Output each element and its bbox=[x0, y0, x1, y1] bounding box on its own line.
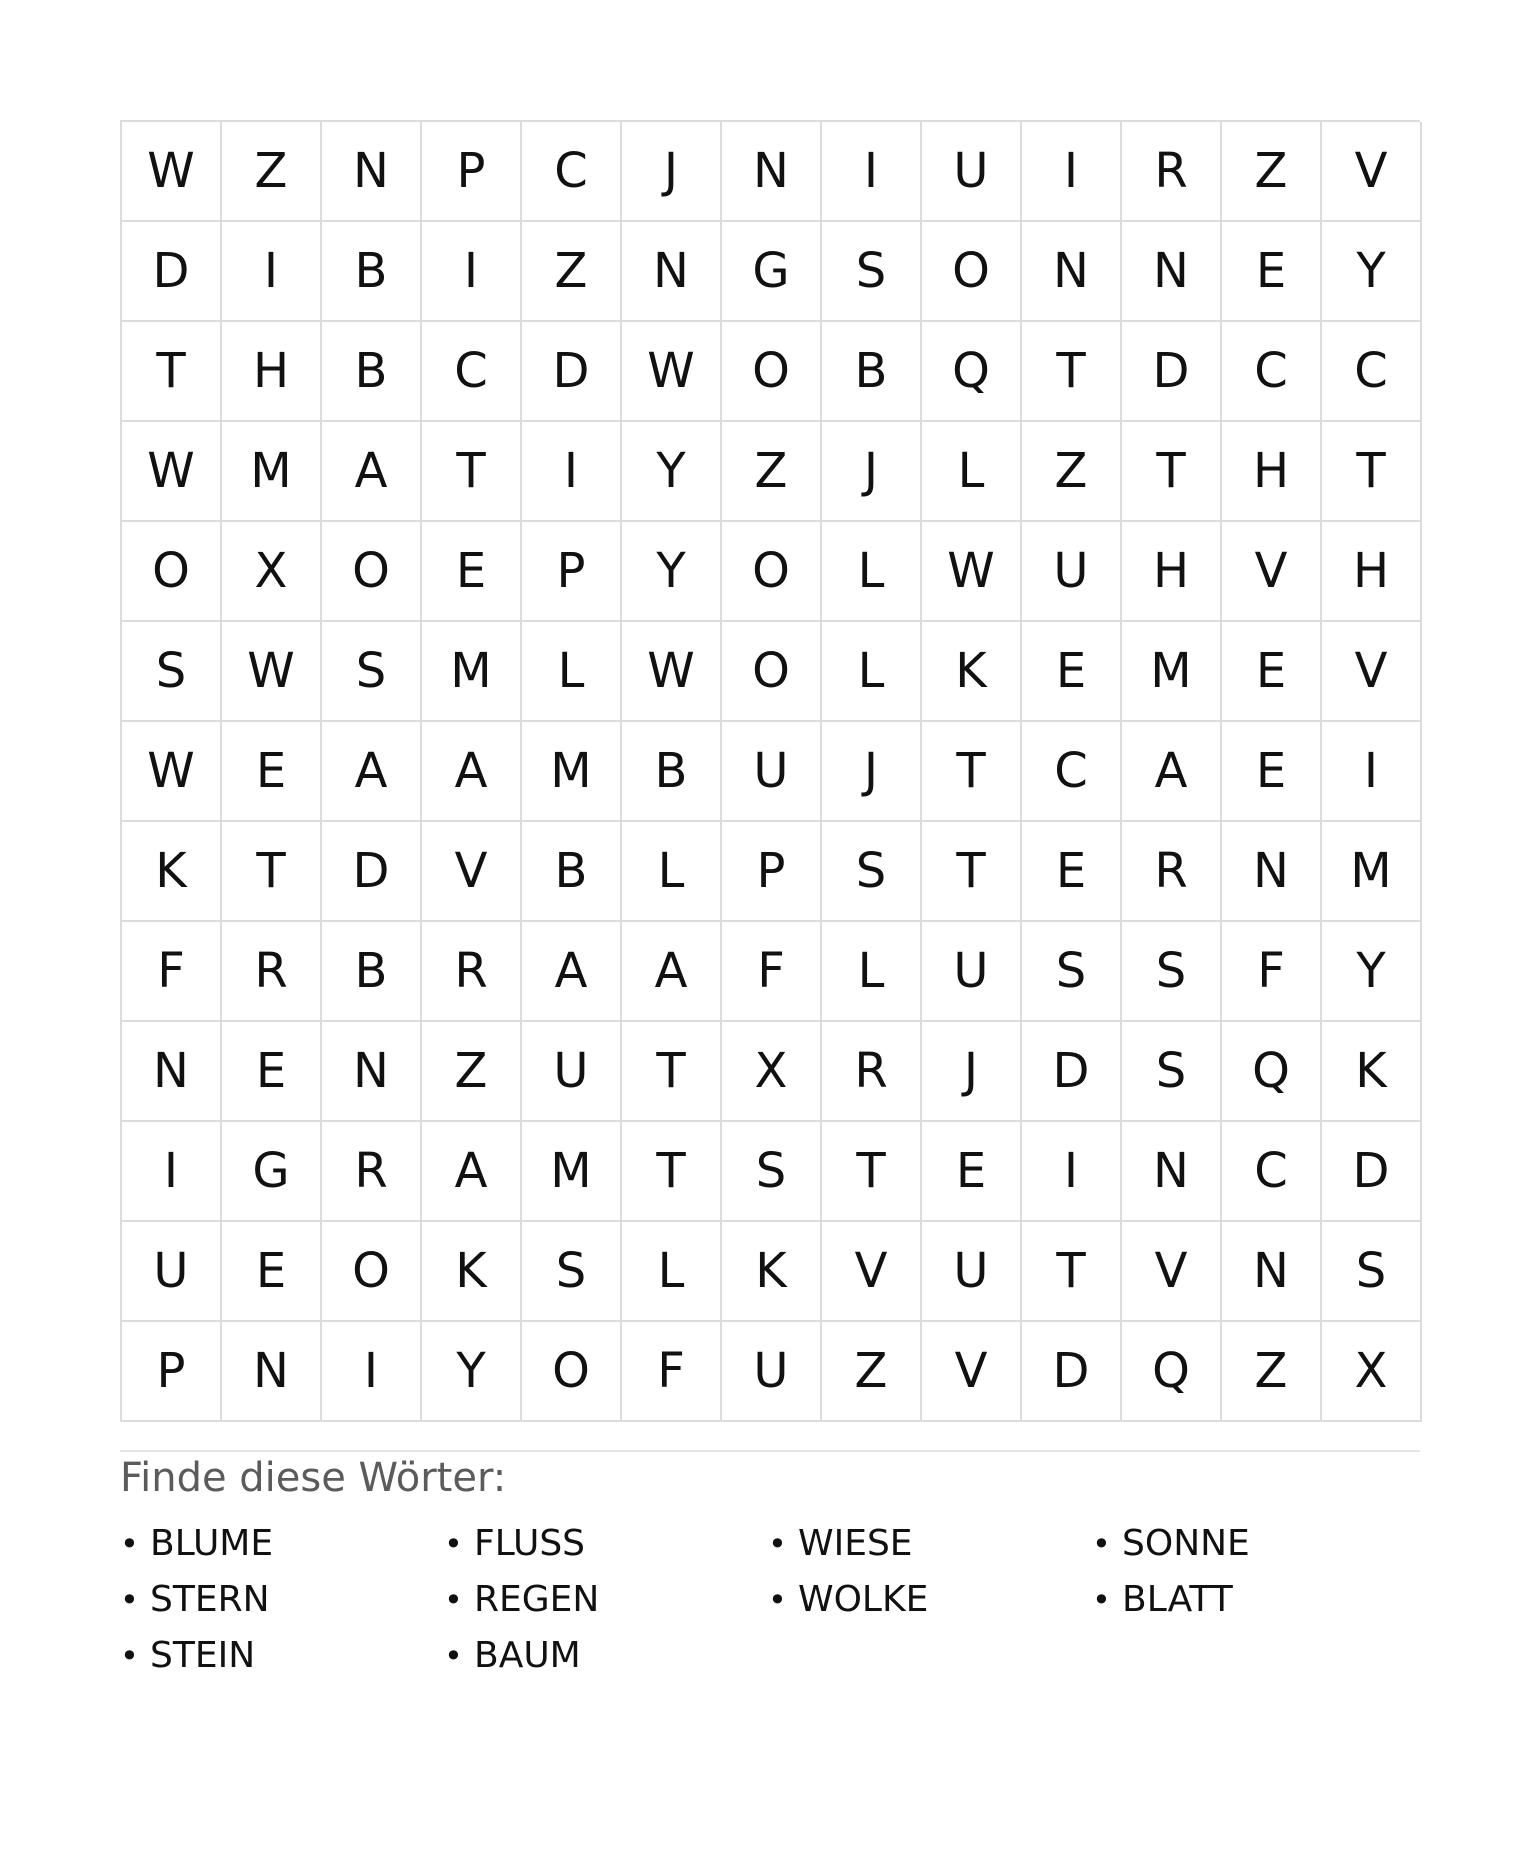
grid-cell[interactable]: P bbox=[722, 822, 822, 922]
grid-cell[interactable]: T bbox=[622, 1122, 722, 1222]
grid-cell[interactable]: T bbox=[422, 422, 522, 522]
grid-cell[interactable]: D bbox=[122, 222, 222, 322]
grid-cell[interactable]: W bbox=[922, 522, 1022, 622]
grid-cell[interactable]: W bbox=[622, 622, 722, 722]
bullet-icon: • bbox=[1092, 1525, 1111, 1563]
grid-cell[interactable]: W bbox=[122, 422, 222, 522]
grid-cell[interactable]: Z bbox=[1222, 1322, 1322, 1422]
grid-cell[interactable]: O bbox=[522, 1322, 622, 1422]
grid-cell[interactable]: E bbox=[422, 522, 522, 622]
grid-cell[interactable]: T bbox=[1022, 322, 1122, 422]
grid-cell[interactable]: T bbox=[1022, 1222, 1122, 1322]
grid-cell[interactable]: K bbox=[1322, 1022, 1422, 1122]
grid-cell[interactable]: R bbox=[1122, 122, 1222, 222]
grid-cell[interactable]: I bbox=[122, 1122, 222, 1222]
grid-cell[interactable]: W bbox=[222, 622, 322, 722]
grid-cell[interactable]: N bbox=[322, 1022, 422, 1122]
grid-cell[interactable]: C bbox=[522, 122, 622, 222]
grid-cell[interactable]: T bbox=[622, 1022, 722, 1122]
grid-cell[interactable]: Y bbox=[422, 1322, 522, 1422]
grid-cell[interactable]: N bbox=[622, 222, 722, 322]
grid-cell[interactable]: X bbox=[722, 1022, 822, 1122]
grid-cell[interactable]: I bbox=[822, 122, 922, 222]
grid-cell[interactable]: S bbox=[1322, 1222, 1422, 1322]
grid-cell[interactable]: Z bbox=[422, 1022, 522, 1122]
grid-cell[interactable]: D bbox=[322, 822, 422, 922]
grid-cell[interactable]: M bbox=[522, 722, 622, 822]
grid-cell[interactable]: R bbox=[322, 1122, 422, 1222]
word-list-title: Finde diese Wörter: bbox=[120, 1455, 507, 1501]
grid-cell[interactable]: S bbox=[322, 622, 422, 722]
bullet-icon: • bbox=[1092, 1581, 1111, 1619]
grid-cell[interactable]: J bbox=[822, 722, 922, 822]
word-label: STERN bbox=[150, 1579, 270, 1620]
grid-cell[interactable]: U bbox=[122, 1222, 222, 1322]
grid-cell[interactable]: S bbox=[1022, 922, 1122, 1022]
grid-cell[interactable]: U bbox=[1022, 522, 1122, 622]
grid-cell[interactable]: R bbox=[222, 922, 322, 1022]
word-label: WOLKE bbox=[798, 1579, 929, 1620]
bullet-icon: • bbox=[768, 1525, 787, 1563]
grid-cell[interactable]: V bbox=[422, 822, 522, 922]
grid-cell[interactable]: X bbox=[1322, 1322, 1422, 1422]
grid-cell[interactable]: F bbox=[722, 922, 822, 1022]
grid-cell[interactable]: T bbox=[1122, 422, 1222, 522]
grid-cell[interactable]: T bbox=[122, 322, 222, 422]
word-list-item bbox=[1092, 1572, 1416, 1628]
grid-cell[interactable]: H bbox=[222, 322, 322, 422]
grid-cell[interactable]: B bbox=[322, 222, 422, 322]
grid-cell[interactable]: Y bbox=[622, 522, 722, 622]
grid-cell[interactable]: V bbox=[1222, 522, 1322, 622]
grid-cell[interactable]: O bbox=[322, 1222, 422, 1322]
grid-cell[interactable]: O bbox=[722, 522, 822, 622]
grid-cell[interactable]: S bbox=[122, 622, 222, 722]
grid-cell[interactable]: G bbox=[722, 222, 822, 322]
word-label: REGEN bbox=[474, 1579, 600, 1620]
grid-cell[interactable]: Y bbox=[1322, 922, 1422, 1022]
word-list bbox=[120, 1516, 1420, 1684]
bullet-icon: • bbox=[768, 1581, 787, 1619]
grid-cell[interactable]: A bbox=[422, 722, 522, 822]
grid-cell[interactable]: F bbox=[622, 1322, 722, 1422]
grid-cell[interactable]: X bbox=[222, 522, 322, 622]
grid-cell[interactable]: O bbox=[922, 222, 1022, 322]
word-list-item bbox=[444, 1516, 768, 1572]
grid-cell[interactable]: T bbox=[1322, 422, 1422, 522]
grid-cell[interactable]: U bbox=[922, 1222, 1022, 1322]
bullet-icon: • bbox=[120, 1581, 139, 1619]
grid-cell[interactable]: S bbox=[1122, 922, 1222, 1022]
grid-cell[interactable]: P bbox=[122, 1322, 222, 1422]
grid-cell[interactable]: S bbox=[1122, 1022, 1222, 1122]
grid-cell[interactable]: A bbox=[322, 722, 422, 822]
grid-cell[interactable]: W bbox=[622, 322, 722, 422]
grid-cell[interactable]: A bbox=[422, 1122, 522, 1222]
grid-cell[interactable]: D bbox=[1322, 1122, 1422, 1222]
grid-cell[interactable]: W bbox=[122, 122, 222, 222]
grid-cell[interactable]: B bbox=[322, 322, 422, 422]
grid-cell[interactable]: O bbox=[722, 322, 822, 422]
grid-cell[interactable]: N bbox=[122, 1022, 222, 1122]
grid-cell[interactable]: I bbox=[422, 222, 522, 322]
grid-cell[interactable]: M bbox=[422, 622, 522, 722]
grid-cell[interactable]: V bbox=[922, 1322, 1022, 1422]
grid-cell[interactable]: Z bbox=[822, 1322, 922, 1422]
grid-cell[interactable]: Q bbox=[1122, 1322, 1222, 1422]
grid-cell[interactable]: A bbox=[322, 422, 422, 522]
grid-cell[interactable]: N bbox=[1022, 222, 1122, 322]
grid-cell[interactable]: N bbox=[1222, 1222, 1322, 1322]
letter-grid bbox=[120, 120, 1420, 1422]
grid-cell[interactable]: T bbox=[222, 822, 322, 922]
bullet-icon: • bbox=[120, 1637, 139, 1675]
grid-cell[interactable]: J bbox=[922, 1022, 1022, 1122]
grid-cell[interactable]: L bbox=[922, 422, 1022, 522]
grid-cell[interactable]: N bbox=[1122, 222, 1222, 322]
grid-cell[interactable]: H bbox=[1322, 522, 1422, 622]
word-list-item bbox=[768, 1516, 1092, 1572]
word-label: BLATT bbox=[1122, 1579, 1233, 1620]
word-label: FLUSS bbox=[474, 1523, 586, 1564]
word-search-puzzle bbox=[120, 120, 1420, 1684]
grid-cell[interactable]: L bbox=[822, 922, 922, 1022]
grid-cell[interactable]: T bbox=[922, 722, 1022, 822]
bullet-icon: • bbox=[444, 1637, 463, 1675]
grid-cell[interactable]: O bbox=[122, 522, 222, 622]
grid-cell[interactable]: L bbox=[822, 622, 922, 722]
grid-cell[interactable]: Z bbox=[1222, 122, 1322, 222]
grid-cell[interactable]: L bbox=[622, 1222, 722, 1322]
grid-cell[interactable]: E bbox=[1022, 622, 1122, 722]
grid-cell[interactable]: C bbox=[1022, 722, 1122, 822]
word-label: BLUME bbox=[150, 1523, 274, 1564]
grid-cell[interactable]: R bbox=[422, 922, 522, 1022]
grid-cell[interactable]: T bbox=[922, 822, 1022, 922]
grid-cell[interactable]: O bbox=[322, 522, 422, 622]
grid-cell[interactable]: C bbox=[1322, 322, 1422, 422]
grid-cell[interactable]: K bbox=[422, 1222, 522, 1322]
bullet-icon: • bbox=[444, 1581, 463, 1619]
grid-cell[interactable]: J bbox=[622, 122, 722, 222]
grid-cell[interactable]: I bbox=[1022, 122, 1122, 222]
grid-cell[interactable]: B bbox=[522, 822, 622, 922]
grid-cell[interactable]: K bbox=[722, 1222, 822, 1322]
grid-cell[interactable]: L bbox=[822, 522, 922, 622]
grid-cell[interactable]: E bbox=[222, 1022, 322, 1122]
grid-cell[interactable]: E bbox=[1222, 722, 1322, 822]
grid-cell[interactable]: Y bbox=[622, 422, 722, 522]
grid-cell[interactable]: V bbox=[1122, 1222, 1222, 1322]
word-list-item bbox=[444, 1572, 768, 1628]
grid-cell[interactable]: J bbox=[822, 422, 922, 522]
grid-cell[interactable]: H bbox=[1122, 522, 1222, 622]
grid-cell[interactable]: E bbox=[1222, 222, 1322, 322]
grid-cell[interactable]: Z bbox=[722, 422, 822, 522]
grid-cell[interactable]: A bbox=[1122, 722, 1222, 822]
grid-cell[interactable]: R bbox=[1122, 822, 1222, 922]
word-label: SONNE bbox=[1122, 1523, 1250, 1564]
grid-cell[interactable]: I bbox=[222, 222, 322, 322]
grid-cell[interactable]: M bbox=[1322, 822, 1422, 922]
grid-cell[interactable]: B bbox=[622, 722, 722, 822]
grid-cell[interactable]: M bbox=[1122, 622, 1222, 722]
grid-cell[interactable]: I bbox=[322, 1322, 422, 1422]
grid-cell[interactable]: Z bbox=[522, 222, 622, 322]
grid-cell[interactable]: M bbox=[522, 1122, 622, 1222]
bullet-icon: • bbox=[444, 1525, 463, 1563]
grid-cell[interactable]: T bbox=[822, 1122, 922, 1222]
grid-cell[interactable]: Z bbox=[1022, 422, 1122, 522]
divider bbox=[120, 1450, 1420, 1452]
grid-cell[interactable]: O bbox=[722, 622, 822, 722]
grid-cell[interactable]: U bbox=[722, 1322, 822, 1422]
grid-cell[interactable]: N bbox=[722, 122, 822, 222]
grid-cell[interactable]: U bbox=[922, 122, 1022, 222]
grid-cell[interactable]: S bbox=[722, 1122, 822, 1222]
grid-cell[interactable]: Q bbox=[922, 322, 1022, 422]
grid-cell[interactable]: C bbox=[1222, 1122, 1322, 1222]
grid-cell[interactable]: W bbox=[122, 722, 222, 822]
grid-cell[interactable]: Q bbox=[1222, 1022, 1322, 1122]
grid-cell[interactable]: N bbox=[322, 122, 422, 222]
word-list-item bbox=[120, 1516, 444, 1572]
word-list-item bbox=[1092, 1516, 1416, 1572]
word-label: WIESE bbox=[798, 1523, 913, 1564]
grid-cell[interactable]: Y bbox=[1322, 222, 1422, 322]
grid-cell[interactable]: C bbox=[422, 322, 522, 422]
grid-cell[interactable]: S bbox=[822, 822, 922, 922]
grid-cell[interactable]: D bbox=[522, 322, 622, 422]
grid-cell[interactable]: L bbox=[522, 622, 622, 722]
grid-cell[interactable]: B bbox=[822, 322, 922, 422]
grid-cell[interactable]: U bbox=[922, 922, 1022, 1022]
grid-cell[interactable]: I bbox=[1022, 1122, 1122, 1222]
grid-cell[interactable]: P bbox=[522, 522, 622, 622]
grid-cell[interactable]: V bbox=[1322, 122, 1422, 222]
grid-cell[interactable]: E bbox=[1222, 622, 1322, 722]
grid-cell[interactable]: N bbox=[222, 1322, 322, 1422]
grid-cell[interactable]: I bbox=[522, 422, 622, 522]
grid-cell[interactable]: E bbox=[222, 722, 322, 822]
grid-cell[interactable]: P bbox=[422, 122, 522, 222]
grid-cell[interactable]: B bbox=[322, 922, 422, 1022]
word-label: BAUM bbox=[474, 1635, 581, 1676]
grid-cell[interactable]: D bbox=[1122, 322, 1222, 422]
grid-cell[interactable]: F bbox=[122, 922, 222, 1022]
bullet-icon: • bbox=[120, 1525, 139, 1563]
grid-cell[interactable]: L bbox=[622, 822, 722, 922]
grid-cell[interactable]: S bbox=[522, 1222, 622, 1322]
word-list-item bbox=[768, 1572, 1092, 1628]
grid-cell[interactable]: S bbox=[822, 222, 922, 322]
grid-cell[interactable]: A bbox=[522, 922, 622, 1022]
grid-cell[interactable]: V bbox=[1322, 622, 1422, 722]
grid-cell[interactable]: E bbox=[1022, 822, 1122, 922]
grid-cell[interactable]: E bbox=[222, 1222, 322, 1322]
grid-cell[interactable]: U bbox=[722, 722, 822, 822]
grid-cell[interactable]: A bbox=[622, 922, 722, 1022]
word-list-item bbox=[120, 1628, 444, 1684]
grid-cell[interactable]: R bbox=[822, 1022, 922, 1122]
grid-cell[interactable]: U bbox=[522, 1022, 622, 1122]
grid-cell[interactable]: E bbox=[922, 1122, 1022, 1222]
grid-cell[interactable]: F bbox=[1222, 922, 1322, 1022]
grid-cell[interactable]: Z bbox=[222, 122, 322, 222]
grid-cell[interactable]: M bbox=[222, 422, 322, 522]
grid-cell[interactable]: I bbox=[1322, 722, 1422, 822]
grid-cell[interactable]: K bbox=[922, 622, 1022, 722]
grid-cell[interactable]: C bbox=[1222, 322, 1322, 422]
grid-cell[interactable]: N bbox=[1122, 1122, 1222, 1222]
grid-cell[interactable]: V bbox=[822, 1222, 922, 1322]
word-label: STEIN bbox=[150, 1635, 256, 1676]
grid-cell[interactable]: K bbox=[122, 822, 222, 922]
word-list-item bbox=[444, 1628, 768, 1684]
grid-cell[interactable]: D bbox=[1022, 1322, 1122, 1422]
grid-cell[interactable]: N bbox=[1222, 822, 1322, 922]
word-list-item bbox=[120, 1572, 444, 1628]
grid-cell[interactable]: H bbox=[1222, 422, 1322, 522]
grid-cell[interactable]: D bbox=[1022, 1022, 1122, 1122]
grid-cell[interactable]: G bbox=[222, 1122, 322, 1222]
